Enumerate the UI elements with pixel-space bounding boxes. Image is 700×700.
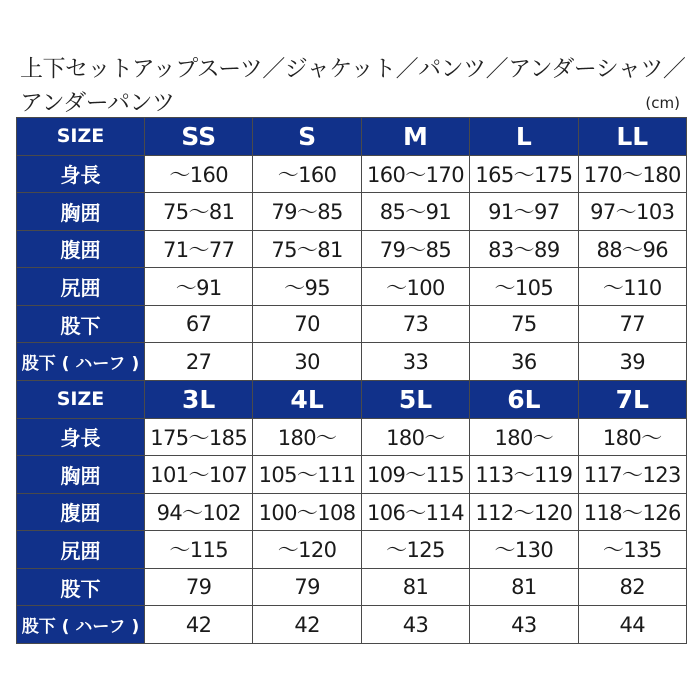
- measurement-value: 175〜185: [145, 418, 253, 456]
- measurement-value: 43: [361, 606, 469, 644]
- measurement-value: 109〜115: [361, 456, 469, 494]
- size-header-cell: 5L: [361, 380, 469, 418]
- unit-label: (cm): [645, 94, 680, 112]
- measurement-value: 33: [361, 343, 469, 381]
- size-header-cell: 4L: [253, 380, 361, 418]
- measurement-label: 股下: [17, 305, 145, 343]
- measurement-value: 〜115: [145, 531, 253, 569]
- measurement-value: 180〜: [253, 418, 361, 456]
- table-row: [17, 531, 687, 569]
- measurement-value: 〜110: [578, 268, 686, 306]
- measurement-value: 75〜81: [253, 230, 361, 268]
- measurement-value: 70: [253, 305, 361, 343]
- size-header-cell: 6L: [470, 380, 578, 418]
- measurement-value: 106〜114: [361, 493, 469, 531]
- measurement-label: 身長: [17, 418, 145, 456]
- measurement-label: 股下 ( ハーフ ): [17, 343, 145, 381]
- size-header-label: SIZE: [17, 380, 145, 418]
- measurement-label: 尻囲: [17, 268, 145, 306]
- measurement-label: 腹囲: [17, 230, 145, 268]
- measurement-value: 100〜108: [253, 493, 361, 531]
- measurement-value: 180〜: [470, 418, 578, 456]
- measurement-value: 112〜120: [470, 493, 578, 531]
- measurement-value: 113〜119: [470, 456, 578, 494]
- size-header-cell: S: [253, 118, 361, 156]
- table-row: [17, 456, 687, 494]
- measurement-value: 118〜126: [578, 493, 686, 531]
- measurement-value: 94〜102: [145, 493, 253, 531]
- measurement-value: 27: [145, 343, 253, 381]
- measurement-value: 91〜97: [470, 193, 578, 231]
- size-header-cell: L: [470, 118, 578, 156]
- measurement-label: 胸囲: [17, 456, 145, 494]
- measurement-value: 79〜85: [361, 230, 469, 268]
- table-row: [17, 343, 687, 381]
- table-row: [17, 268, 687, 306]
- measurement-value: 81: [470, 568, 578, 606]
- page-title-line-1: 上下セットアップスーツ／ジャケット／パンツ／アンダーシャツ／: [20, 56, 686, 82]
- measurement-value: 〜135: [578, 531, 686, 569]
- measurement-value: 88〜96: [578, 230, 686, 268]
- table-row: [17, 305, 687, 343]
- measurement-value: 〜100: [361, 268, 469, 306]
- measurement-label: 股下: [17, 568, 145, 606]
- size-header-cell: M: [361, 118, 469, 156]
- measurement-label: 股下 ( ハーフ ): [17, 606, 145, 644]
- measurement-value: 42: [253, 606, 361, 644]
- measurement-value: 165〜175: [470, 155, 578, 193]
- measurement-value: 79: [253, 568, 361, 606]
- measurement-value: 39: [578, 343, 686, 381]
- table-row: [17, 230, 687, 268]
- size-header-row: [17, 380, 687, 418]
- size-header-cell: SS: [145, 118, 253, 156]
- measurement-value: 101〜107: [145, 456, 253, 494]
- measurement-value: 73: [361, 305, 469, 343]
- measurement-value: 170〜180: [578, 155, 686, 193]
- measurement-value: 44: [578, 606, 686, 644]
- table-row: [17, 493, 687, 531]
- measurement-value: 71〜77: [145, 230, 253, 268]
- measurement-value: 〜91: [145, 268, 253, 306]
- measurement-value: 105〜111: [253, 456, 361, 494]
- size-header-label: SIZE: [17, 118, 145, 156]
- measurement-value: 97〜103: [578, 193, 686, 231]
- measurement-value: 117〜123: [578, 456, 686, 494]
- size-header-row: [17, 118, 687, 156]
- measurement-label: 腹囲: [17, 493, 145, 531]
- measurement-value: 82: [578, 568, 686, 606]
- measurement-label: 身長: [17, 155, 145, 193]
- measurement-value: 75: [470, 305, 578, 343]
- size-header-cell: LL: [578, 118, 686, 156]
- measurement-value: 180〜: [361, 418, 469, 456]
- table-row: [17, 155, 687, 193]
- size-header-cell: 3L: [145, 380, 253, 418]
- measurement-value: 〜95: [253, 268, 361, 306]
- measurement-label: 胸囲: [17, 193, 145, 231]
- table-row: [17, 193, 687, 231]
- measurement-value: 85〜91: [361, 193, 469, 231]
- measurement-value: 〜160: [253, 155, 361, 193]
- table-row: [17, 568, 687, 606]
- size-header-cell: 7L: [578, 380, 686, 418]
- measurement-value: 〜125: [361, 531, 469, 569]
- measurement-value: 36: [470, 343, 578, 381]
- measurement-value: 160〜170: [361, 155, 469, 193]
- measurement-value: 77: [578, 305, 686, 343]
- size-chart-table: [16, 117, 687, 644]
- measurement-value: 83〜89: [470, 230, 578, 268]
- measurement-value: 43: [470, 606, 578, 644]
- measurement-value: 67: [145, 305, 253, 343]
- measurement-value: 180〜: [578, 418, 686, 456]
- measurement-value: 〜120: [253, 531, 361, 569]
- measurement-value: 〜160: [145, 155, 253, 193]
- table-row: [17, 606, 687, 644]
- measurement-value: 79: [145, 568, 253, 606]
- page-title-line-2: アンダーパンツ: [20, 90, 175, 116]
- measurement-value: 79〜85: [253, 193, 361, 231]
- table-row: [17, 418, 687, 456]
- measurement-value: 〜130: [470, 531, 578, 569]
- measurement-label: 尻囲: [17, 531, 145, 569]
- measurement-value: 42: [145, 606, 253, 644]
- measurement-value: 81: [361, 568, 469, 606]
- measurement-value: 30: [253, 343, 361, 381]
- measurement-value: 〜105: [470, 268, 578, 306]
- measurement-value: 75〜81: [145, 193, 253, 231]
